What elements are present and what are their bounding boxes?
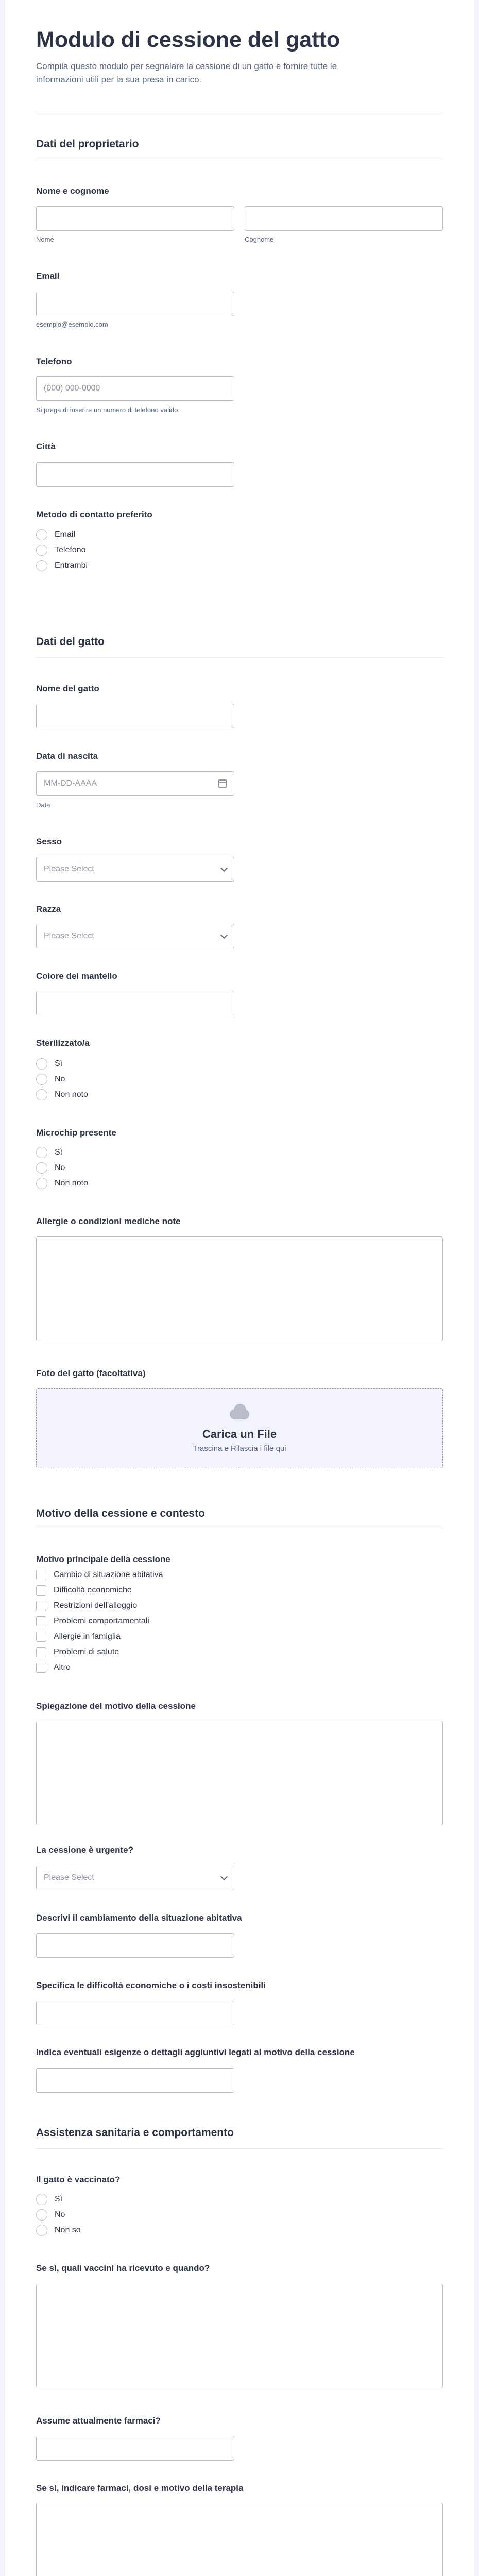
photo-label: Foto del gatto (facoltativa)	[36, 1368, 146, 1378]
urgent-select[interactable]: Please Select	[36, 1866, 234, 1890]
vaccines-label: Se sì, quali vaccini ha ricevuto e quando?	[36, 2263, 210, 2273]
housing-label: Descrivi il cambiamento della situazione abitativa	[36, 1913, 242, 1923]
form-description: Compila questo modulo per segnalare la cessione di un gatto e fornire tutte le informazioni utili per la sua presa in carico.	[36, 61, 337, 84]
sterilized-option-unknown[interactable]: Non noto	[36, 1087, 88, 1103]
phone-input[interactable]	[36, 376, 234, 401]
radio-button[interactable]	[36, 1074, 47, 1085]
reason-main-label: Motivo principale della cessione	[36, 1554, 170, 1564]
form-title: Modulo di cessione del gatto	[36, 27, 340, 52]
sex-label: Sesso	[36, 837, 62, 846]
contact-option-phone[interactable]: Telefono	[36, 543, 88, 558]
vaccinated-options	[36, 2192, 81, 2238]
sterilized-options	[36, 1056, 88, 1103]
reason-option-behavior[interactable]: Problemi comportamentali	[36, 1614, 163, 1629]
last-name-sublabel: Cognome	[245, 235, 274, 243]
microchip-label: Microchip presente	[36, 1128, 116, 1138]
vaccinated-option-yes[interactable]: Sì	[36, 2192, 81, 2207]
radio-button[interactable]	[36, 560, 47, 571]
cat-name-input[interactable]	[36, 704, 234, 728]
section-owner-title: Dati del proprietario	[36, 138, 139, 150]
upload-title: Carica un File	[202, 1428, 277, 1440]
radio-button[interactable]	[36, 2225, 47, 2236]
calendar-icon[interactable]	[218, 779, 227, 788]
radio-button[interactable]	[36, 1178, 47, 1189]
reason-explain-textarea[interactable]	[36, 1721, 443, 1825]
checkbox[interactable]	[36, 1601, 46, 1611]
reason-option-economic[interactable]: Difficoltà economiche	[36, 1583, 163, 1598]
dob-sublabel: Data	[36, 801, 50, 809]
checkbox[interactable]	[36, 1663, 46, 1673]
section-divider	[36, 2148, 443, 2149]
housing-input[interactable]	[36, 1933, 234, 1958]
vaccines-textarea[interactable]	[36, 2284, 443, 2388]
radio-button[interactable]	[36, 529, 47, 540]
microchip-option-yes[interactable]: Sì	[36, 1145, 88, 1160]
economic-input[interactable]	[36, 2001, 234, 2025]
contact-options	[36, 527, 88, 573]
microchip-options	[36, 1145, 88, 1191]
form-page	[5, 0, 474, 2576]
dob-date-input[interactable]: MM-DD-AAAA	[36, 771, 234, 796]
reason-option-allergies[interactable]: Allergie in famiglia	[36, 1629, 163, 1645]
contact-option-both[interactable]: Entrambi	[36, 558, 88, 573]
last-name-input[interactable]	[245, 206, 443, 231]
section-divider	[36, 657, 443, 658]
checkbox[interactable]	[36, 1585, 46, 1596]
city-label: Città	[36, 442, 56, 451]
checkbox[interactable]	[36, 1632, 46, 1642]
economic-label: Specifica le difficoltà economiche o i costi insostenibili	[36, 1980, 266, 1990]
contact-label: Metodo di contatto preferito	[36, 510, 152, 519]
upload-subtitle: Trascina e Rilascia i file qui	[193, 1444, 286, 1453]
section-cat-title: Dati del gatto	[36, 636, 105, 648]
reason-option-other[interactable]: Altro	[36, 1660, 163, 1675]
radio-button[interactable]	[36, 1162, 47, 1174]
chevron-down-icon	[220, 864, 228, 871]
vaccinated-option-no[interactable]: No	[36, 2207, 81, 2223]
owner-name-label: Nome e cognome	[36, 186, 109, 196]
phone-sublabel: Si prega di inserire un numero di telefono valido.	[36, 406, 180, 414]
urgent-label: La cessione è urgente?	[36, 1845, 133, 1855]
section-reason-title: Motivo della cessione e contesto	[36, 1507, 205, 1519]
breed-label: Razza	[36, 904, 61, 914]
radio-button[interactable]	[36, 2209, 47, 2221]
allergies-textarea[interactable]	[36, 1236, 443, 1341]
reason-main-options	[36, 1567, 163, 1675]
contact-option-email[interactable]: Email	[36, 527, 88, 543]
first-name-input[interactable]	[36, 206, 234, 231]
radio-button[interactable]	[36, 545, 47, 556]
meds-label: Assume attualmente farmaci?	[36, 2416, 161, 2426]
breed-select[interactable]: Please Select	[36, 924, 234, 948]
radio-button[interactable]	[36, 1058, 47, 1070]
meds-input[interactable]	[36, 2436, 234, 2461]
dob-label: Data di nascita	[36, 751, 98, 761]
radio-button[interactable]	[36, 1147, 47, 1158]
other-needs-label: Indica eventuali esigenze o dettagli aggiuntivi legati al motivo della cessione	[36, 2047, 355, 2057]
checkbox[interactable]	[36, 1616, 46, 1626]
microchip-option-unknown[interactable]: Non noto	[36, 1176, 88, 1191]
radio-button[interactable]	[36, 1089, 47, 1100]
coat-input[interactable]	[36, 991, 234, 1015]
sterilized-label: Sterilizzato/a	[36, 1038, 90, 1048]
sterilized-option-no[interactable]: No	[36, 1072, 88, 1087]
section-health-title: Assistenza sanitaria e comportamento	[36, 2127, 234, 2139]
email-input[interactable]	[36, 292, 234, 316]
sterilized-option-yes[interactable]: Sì	[36, 1056, 88, 1072]
coat-label: Colore del mantello	[36, 971, 117, 981]
reason-option-restrictions[interactable]: Restrizioni dell'alloggio	[36, 1598, 163, 1614]
vaccinated-label: Il gatto è vaccinato?	[36, 2175, 121, 2184]
reason-option-health[interactable]: Problemi di salute	[36, 1645, 163, 1660]
other-needs-input[interactable]	[36, 2068, 234, 2093]
sex-select[interactable]: Please Select	[36, 857, 234, 882]
vaccinated-option-unknown[interactable]: Non so	[36, 2223, 81, 2238]
checkbox[interactable]	[36, 1570, 46, 1580]
form-header	[36, 0, 443, 112]
cloud-upload-icon	[228, 1404, 251, 1419]
reason-explain-label: Spiegazione del motivo della cessione	[36, 1701, 196, 1711]
chevron-down-icon	[220, 1873, 228, 1880]
email-label: Email	[36, 271, 60, 281]
first-name-sublabel: Nome	[36, 235, 54, 243]
checkbox[interactable]	[36, 1647, 46, 1657]
microchip-option-no[interactable]: No	[36, 1160, 88, 1176]
radio-button[interactable]	[36, 2194, 47, 2205]
email-sublabel: esempio@esempio.com	[36, 320, 108, 328]
phone-label: Telefono	[36, 357, 72, 366]
reason-option-housing[interactable]: Cambio di situazione abitativa	[36, 1567, 163, 1583]
meds-detail-label: Se sì, indicare farmaci, dosi e motivo della terapia	[36, 2483, 244, 2493]
chevron-down-icon	[220, 931, 228, 938]
meds-detail-textarea[interactable]	[36, 2503, 443, 2576]
allergies-label: Allergie o condizioni mediche note	[36, 1216, 181, 1226]
city-input[interactable]	[36, 462, 234, 487]
cat-name-label: Nome del gatto	[36, 684, 99, 693]
photo-upload-dropzone[interactable]	[36, 1388, 443, 1468]
